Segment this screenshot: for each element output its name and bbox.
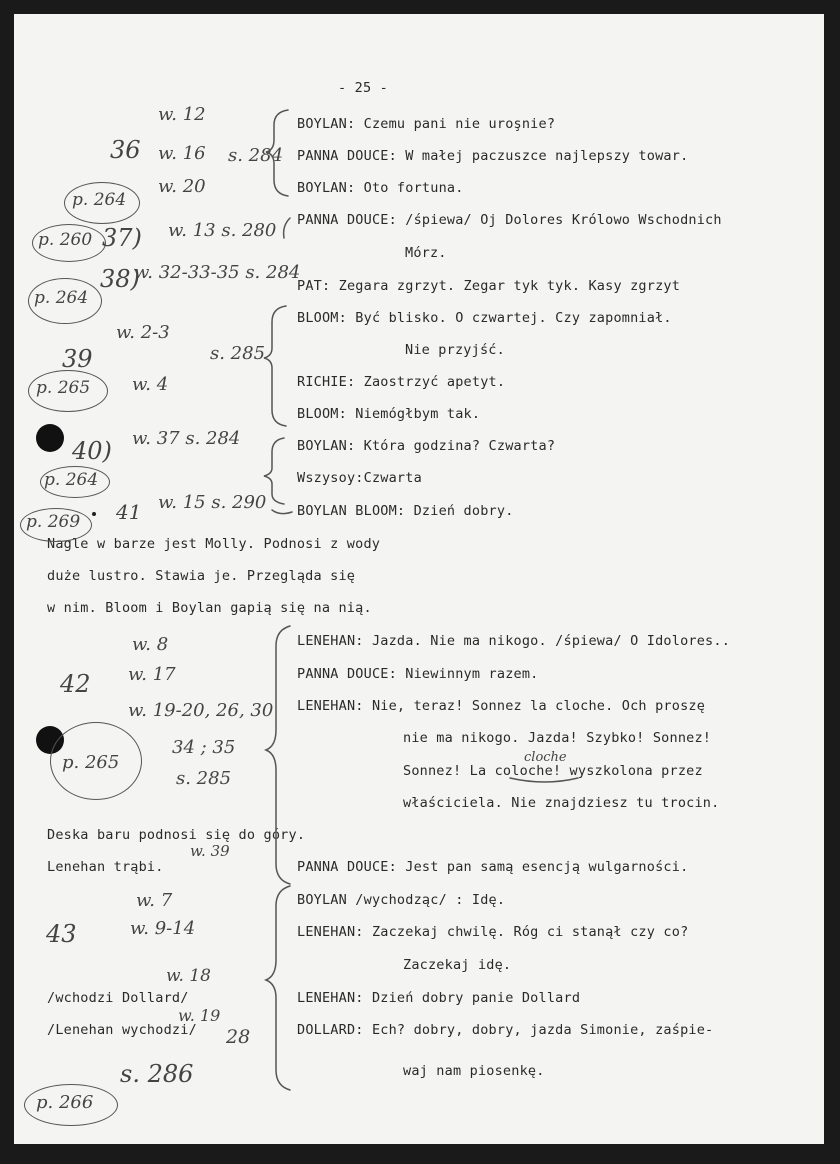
handwritten-note: 37) (102, 224, 142, 252)
handwritten-note: s. 285 (210, 343, 266, 364)
handwritten-note: w. 19-20, 26, 30 (128, 700, 274, 721)
dialogue-line: nie ma nikogo. Jazda! Szybko! Sonnez! (403, 730, 712, 746)
handwritten-note: 36 (110, 136, 141, 164)
dialogue-line: Sonnez! La coloche! wyszkolona przez (403, 763, 703, 779)
handwritten-note: w. 20 (158, 176, 206, 197)
handwritten-note: 38) (100, 265, 140, 293)
handwritten-note: p. 264 (44, 470, 99, 490)
dialogue-line: Nie przyjść. (405, 342, 505, 358)
handwritten-note: w. 32-33-35 s. 284 (134, 262, 301, 283)
stage-direction: /wchodzi Dollard/ (47, 990, 189, 1006)
dialogue-line: LENEHAN: Jazda. Nie ma nikogo. /śpiewa/ O Idolores.. (297, 633, 731, 649)
handwritten-note: s. 284 (228, 145, 284, 166)
handwritten-note: p. 269 (26, 512, 81, 532)
handwritten-note: p. 260 (38, 230, 93, 250)
dialogue-line: RICHIE: Zaostrzyć apetyt. (297, 374, 506, 390)
handwritten-note: 28 (226, 1026, 251, 1048)
stage-direction: Lenehan trąbi. (47, 859, 164, 875)
handwritten-note: w. 15 s. 290 (158, 492, 267, 513)
handwritten-note: 39 (62, 345, 93, 373)
stage-direction: /Lenehan wychodzi/ (47, 1022, 197, 1038)
handwritten-note: p. 266 (36, 1092, 94, 1113)
dialogue-line: Zaczekaj idę. (403, 957, 512, 973)
dialogue-line: właściciela. Nie znajdziesz tu trocin. (403, 795, 720, 811)
handwritten-note: p. 264 (72, 190, 127, 210)
handwritten-note: p. 264 (34, 288, 89, 308)
dialogue-line: BLOOM: Być blisko. O czwartej. Czy zapomniał. (297, 310, 672, 326)
handwritten-note: 34 ; 35 (172, 737, 236, 758)
dialogue-line: PANNA DOUCE: W małej paczuszce najlepszy towar. (297, 148, 689, 164)
stage-direction: w nim. Bloom i Boylan gapią się na nią. (47, 600, 372, 616)
dialogue-line: PANNA DOUCE: Niewinnym razem. (297, 666, 539, 682)
handwritten-note: w. 7 (136, 890, 173, 911)
handwritten-note: w. 13 s. 280 (168, 220, 277, 241)
handwritten-note: w. 9-14 (130, 918, 196, 939)
handwritten-note: s. 286 (120, 1060, 194, 1088)
dialogue-line: BOYLAN /wychodząc/ : Idę. (297, 892, 506, 908)
dialogue-line: BOYLAN: Która godzina? Czwarta? (297, 438, 556, 454)
handwritten-note: 43 (46, 920, 77, 948)
dialogue-line: waj nam piosenkę. (403, 1063, 545, 1079)
dialogue-line: PANNA DOUCE: /śpiewa/ Oj Dolores Królowo Wschodnich (297, 212, 722, 228)
handwritten-note: w. 16 (158, 143, 206, 164)
page-number: - 25 - (338, 80, 388, 96)
handwritten-note: w. 4 (132, 374, 169, 395)
stage-direction: duże lustro. Stawia je. Przegląda się (47, 568, 356, 584)
dialogue-line: PAT: Zegara zgrzyt. Zegar tyk tyk. Kasy zgrzyt (297, 278, 681, 294)
dialogue-line: LENEHAN: Zaczekaj chwilę. Róg ci stanął czy co? (297, 924, 689, 940)
dialogue-line: BOYLAN BLOOM: Dzień dobry. (297, 503, 514, 519)
dialogue-line: Wszysoy:Czwarta (297, 470, 422, 486)
handwritten-note: s. 285 (176, 768, 232, 789)
handwritten-note: w. 19 (178, 1006, 221, 1025)
handwritten-note: 41 (116, 500, 142, 524)
dialogue-line: PANNA DOUCE: Jest pan samą esencją wulgarności. (297, 859, 689, 875)
handwritten-note: p. 265 (62, 752, 120, 773)
dialogue-line: LENEHAN: Dzień dobry panie Dollard (297, 990, 581, 1006)
handwritten-note: p. 265 (36, 378, 91, 398)
dialogue-line: BLOOM: Niemógłbym tak. (297, 406, 481, 422)
handwritten-note: 42 (60, 670, 91, 698)
dialogue-line: BOYLAN: Oto fortuna. (297, 180, 464, 196)
handwritten-note: w. 39 (190, 842, 230, 860)
handwritten-note: w. 2-3 (116, 322, 170, 343)
dialogue-line: LENEHAN: Nie, teraz! Sonnez la cloche. Och proszę (297, 698, 706, 714)
dialogue-line: BOYLAN: Czemu pani nie uroşnie? (297, 116, 556, 132)
stage-direction: Deska baru podnosi się do góry. (47, 827, 306, 843)
handwritten-note: w. 18 (166, 966, 211, 986)
dialogue-line: DOLLARD: Ech? dobry, dobry, jazda Simonie, zaśpie- (297, 1022, 714, 1038)
handwritten-note: w. 8 (132, 634, 169, 655)
dialogue-line: Mórz. (405, 245, 447, 261)
stage-direction: Nagle w barze jest Molly. Podnosi z wody (47, 536, 381, 552)
handwritten-note: 40) (72, 437, 112, 465)
handwritten-note: w. 12 (158, 104, 206, 125)
handwritten-note: cloche (524, 750, 567, 765)
handwritten-note: w. 17 (128, 664, 176, 685)
handwritten-note: w. 37 s. 284 (132, 428, 241, 449)
